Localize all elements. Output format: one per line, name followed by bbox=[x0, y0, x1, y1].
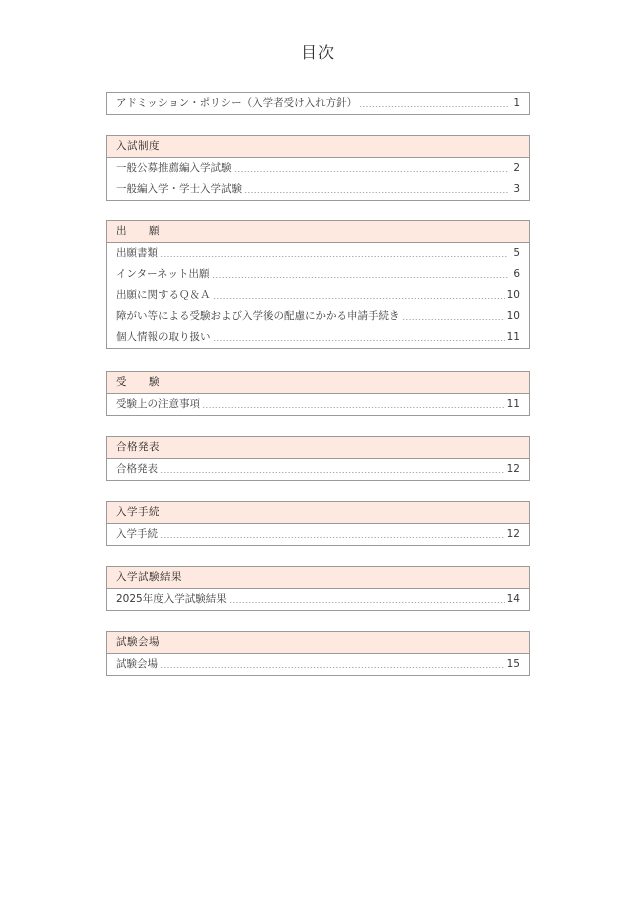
toc-label: 2025年度入学試験結果 bbox=[116, 593, 227, 605]
dot-leader bbox=[160, 256, 508, 257]
toc-page-number: 12 bbox=[506, 463, 520, 475]
toc-page-number: 10 bbox=[506, 289, 520, 301]
section-heading: 合格発表 bbox=[107, 437, 529, 459]
toc-label: 受験上の注意事項 bbox=[116, 398, 200, 410]
toc-label: 一般編入学・学士入学試験 bbox=[116, 183, 242, 195]
dot-leader bbox=[229, 602, 505, 603]
toc-row[interactable] bbox=[107, 327, 529, 348]
dot-leader bbox=[244, 192, 508, 193]
dot-leader bbox=[234, 171, 509, 172]
toc-row[interactable] bbox=[107, 524, 529, 545]
toc-page-number: 11 bbox=[506, 398, 520, 410]
toc-section-exam-results bbox=[106, 566, 530, 611]
toc-page-number: 6 bbox=[513, 268, 520, 280]
toc-label: 出願書類 bbox=[116, 247, 158, 259]
toc-row[interactable] bbox=[107, 158, 529, 179]
toc-section-application bbox=[106, 220, 530, 349]
toc-row[interactable] bbox=[107, 589, 529, 610]
toc-label: 試験会場 bbox=[116, 658, 158, 670]
toc-page-number: 1 bbox=[513, 97, 520, 109]
toc-label: アドミッション・ポリシー（入学者受け入れ方針） bbox=[116, 97, 358, 109]
toc-label: 入学手続 bbox=[116, 528, 158, 540]
dot-leader bbox=[402, 319, 505, 320]
section-heading: 試験会場 bbox=[107, 632, 529, 654]
toc-label: 出願に関するＱ＆Ａ bbox=[116, 289, 211, 301]
toc-page-number: 5 bbox=[513, 247, 520, 259]
toc-row[interactable] bbox=[107, 394, 529, 415]
section-heading: 入学試験結果 bbox=[107, 567, 529, 589]
dot-leader bbox=[160, 472, 505, 473]
toc-row[interactable] bbox=[107, 306, 529, 327]
toc-page-number: 2 bbox=[513, 162, 520, 174]
toc-policy-box bbox=[106, 92, 530, 115]
toc-label: 個人情報の取り扱い bbox=[116, 331, 211, 343]
dot-leader bbox=[160, 667, 505, 668]
toc-row[interactable] bbox=[107, 264, 529, 285]
dot-leader bbox=[212, 277, 508, 278]
toc-row[interactable] bbox=[107, 243, 529, 264]
toc-label: インターネット出願 bbox=[116, 268, 210, 280]
toc-section-enrollment-procedure bbox=[106, 501, 530, 546]
page-title: 目次 bbox=[300, 43, 335, 62]
section-heading: 出 願 bbox=[107, 221, 529, 243]
section-heading: 受 験 bbox=[107, 372, 529, 394]
dot-leader bbox=[213, 298, 505, 299]
dot-leader bbox=[202, 407, 505, 408]
dot-leader bbox=[213, 340, 505, 341]
section-heading: 入試制度 bbox=[107, 136, 529, 158]
toc-row[interactable] bbox=[107, 179, 529, 200]
toc-label: 障がい等による受験および入学後の配慮にかかる申請手続き bbox=[116, 310, 400, 322]
toc-page-number: 3 bbox=[513, 183, 520, 195]
toc-page-number: 15 bbox=[506, 658, 520, 670]
dot-leader bbox=[160, 537, 505, 538]
toc-row-admission-policy[interactable] bbox=[107, 93, 529, 114]
toc-section-admission-system bbox=[106, 135, 530, 201]
toc-section-results-announcement bbox=[106, 436, 530, 481]
toc-section-examination bbox=[106, 371, 530, 416]
toc-row[interactable] bbox=[107, 459, 529, 480]
toc-label: 合格発表 bbox=[116, 463, 158, 475]
toc-label: 一般公募推薦編入学試験 bbox=[116, 162, 232, 174]
toc-section-exam-venue bbox=[106, 631, 530, 676]
toc-page-number: 11 bbox=[506, 331, 520, 343]
toc-page-number: 12 bbox=[506, 528, 520, 540]
dot-leader bbox=[359, 106, 508, 107]
section-heading: 入学手続 bbox=[107, 502, 529, 524]
toc-row[interactable] bbox=[107, 285, 529, 306]
toc-page-number: 14 bbox=[506, 593, 520, 605]
toc-page-number: 10 bbox=[506, 310, 520, 322]
toc-row[interactable] bbox=[107, 654, 529, 675]
